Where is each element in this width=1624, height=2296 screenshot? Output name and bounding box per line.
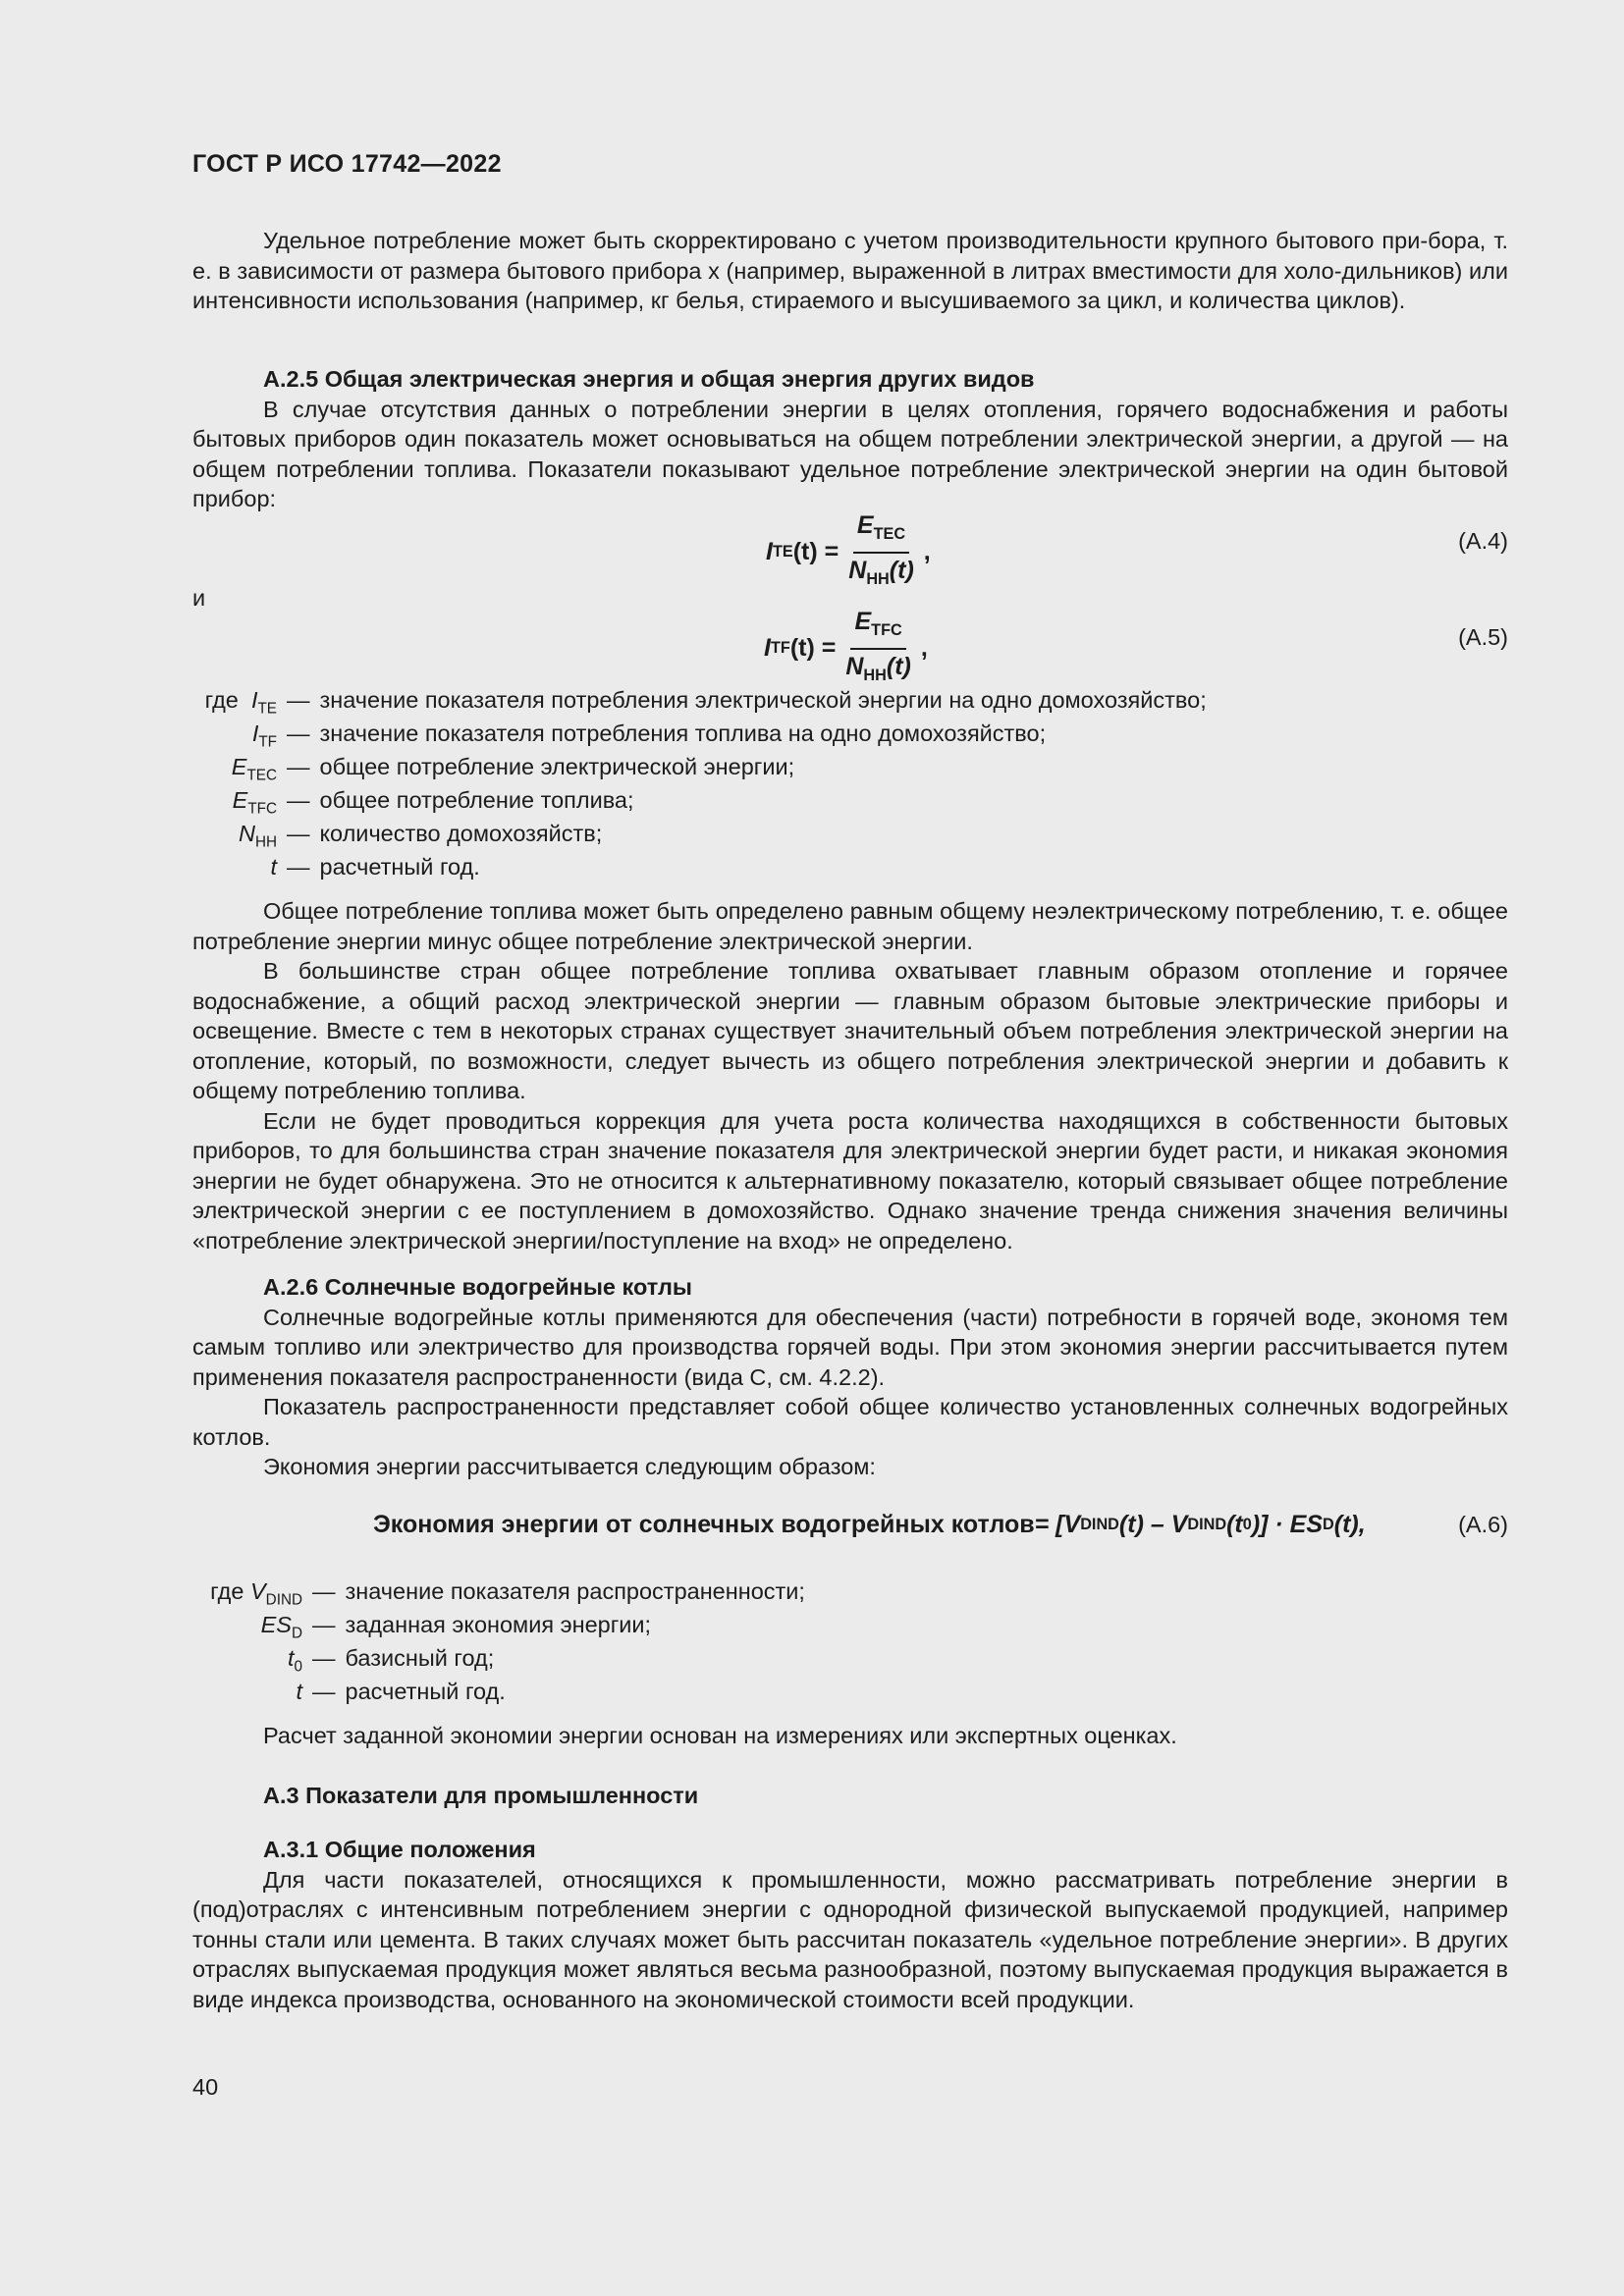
definition-row: $E_{TEC}$ — общее потребление электрической энергии; [231, 754, 795, 784]
paragraph-text: В большинстве стран общее потребление топлива охватывает главным образом отопление и горячее водоснабжение, а общий расход электрической энергии — главным образом бытовые электрические приборы и освещение. Вместе с тем в некоторых странах существует значительный объем потребления электрической энергии на отопление, который, по возможности, следует вычесть из общего потребления электрической энергии и добавить к общему потреблению топлива. [192, 958, 1508, 1103]
definition-row: где $I_{TE}$ — значение показателя потребления электрической энергии на одно домохозяйство; [204, 687, 1207, 718]
equation-a6 [192, 1510, 1508, 1549]
fraction: $\frac{E_{TFC}}{N_{HH}(t)}$ [845, 608, 911, 684]
definition-row: $N_{HH}$ — количество домохозяйств; [238, 821, 603, 851]
section-heading: А.3 Показатели для промышленности [263, 1783, 699, 1808]
paragraph-text: Если не будет проводиться коррекция для учета роста количества находящихся в собственности бытовых приборов, то для большинства стран значение показателя для электрической энергии будет расти, и никакая экономия энергии не будет обнаружена. Это не относится к альтернативному показателю, который связывает общее потребление электрической энергии с ее поступлением в домохозяйство. Однако значение тренда снижения значения величины «потребление электрической энергии/поступление на вход» не определено. [192, 1107, 1508, 1254]
section-heading: А.3.1 Общие положения [263, 1837, 536, 1862]
paragraph-text: В случае отсутствия данных о потреблении энергии в целях отопления, горячего водоснабжения и работы бытовых приборов один показатель может основываться на общем потреблении электрической энергии, а другой — на общем потреблении топлива. Показатели показывают удельное потребление электрической энергии на один бытовой прибор: [192, 396, 1508, 511]
equation-a4 [192, 510, 1508, 588]
paragraph [192, 226, 1508, 316]
equation-number: (А.4) [1458, 528, 1508, 554]
paragraph-text: Удельное потребление может быть скорректировано с учетом производительности крупного бытового при-бора, т. е. в зависимости от размера бытового прибора x (например, выраженной в литрах вместимости для холо-дильников) или интенсивности использования (например, кг белья, стираемого и высушиваемого за цикл, и количества циклов). [192, 228, 1508, 313]
section-a31 [192, 1835, 1508, 2014]
definition-row: $t_0$ — базисный год; [287, 1645, 495, 1676]
conjunction: и [192, 585, 206, 611]
definition-row: t — расчетный год. [270, 854, 480, 880]
definition-row: t — расчетный год. [296, 1679, 506, 1704]
definition-row: $I_{TF}$ — значение показателя потребления топлива на одно домохозяйство; [251, 721, 1047, 751]
document-header: ГОСТ Р ИСО 17742—2022 [192, 150, 502, 178]
definition-row: $E_{TFC}$ — общее потребление топлива; [232, 787, 634, 818]
fraction: $\frac{E_{TEC}}{N_{HH}(t)}$ [848, 511, 914, 588]
definitions-list [192, 1576, 805, 1710]
section-heading: А.2.5 Общая электрическая энергия и общая энергия других видов [263, 366, 1035, 392]
section-a26 [192, 1272, 1508, 1482]
equation-number: (А.6) [1458, 1512, 1508, 1537]
section-heading: А.2.6 Солнечные водогрейные котлы [263, 1274, 692, 1300]
paragraph-text: Общее потребление топлива может быть определено равным общему неэлектрическому потреблению, т. е. общее потребление энергии минус общее потребление электрической энергии. [192, 898, 1508, 954]
definition-row: где $V_{DIND}$ — значение показателя распространенности; [210, 1578, 805, 1609]
paragraph-text: Расчет заданной экономии энергии основан на измерениях или экспертных оценках. [263, 1723, 1177, 1748]
section-a3 [192, 1781, 1508, 1811]
paragraph-group [192, 896, 1508, 1255]
page-number: 40 [192, 2074, 219, 2100]
paragraph [192, 1721, 1508, 1751]
formula: Экономия энергии от солнечных водогрейных котлов = [V DIND (t) – V DIND (t 0 )] · ES D (t), [373, 1511, 1366, 1538]
equation-number: (А.5) [1458, 624, 1508, 650]
section-a25 [192, 364, 1508, 514]
paragraph-text: Показатель распространенности представляет собой общее количество установленных солнечных водогрейных котлов. [192, 1394, 1508, 1450]
paragraph-text: Экономия энергии рассчитывается следующим образом: [263, 1454, 876, 1479]
definitions-list [192, 685, 1207, 885]
paragraph-text: Для части показателей, относящихся к промышленности, можно рассматривать потребление энергии в (под)отраслях с интенсивным потреблением энергии с однородной физической выпускаемой продукцией, например тонны стали или цемента. В таких случаях может быть рассчитан показатель «удельное потребление энергии». В других отраслях выпускаемая продукция может являться весьма разнообразной, поэтому выпускаемая продукция выражается в виде индекса производства, основанного на экономической стоимости всей продукции. [192, 1866, 1508, 2012]
definition-row: $ES_D$ — заданная экономия энергии; [260, 1612, 652, 1642]
paragraph-text: Солнечные водогрейные котлы применяются для обеспечения (части) потребности в горячей воде, экономя тем самым топливо или электричество для производства горячей воды. При этом экономия энергии рассчитывается путем применения показателя распространенности (вида С, см. 4.2.2). [192, 1304, 1508, 1390]
formula: I TF (t) = $\frac{E_{TFC}}{N_{HH}(t)}$ , [764, 607, 928, 690]
formula: I TE (t) = $\frac{E_{TEC}}{N_{HH}(t)}$ , [766, 510, 931, 594]
equation-a5 [192, 607, 1508, 684]
